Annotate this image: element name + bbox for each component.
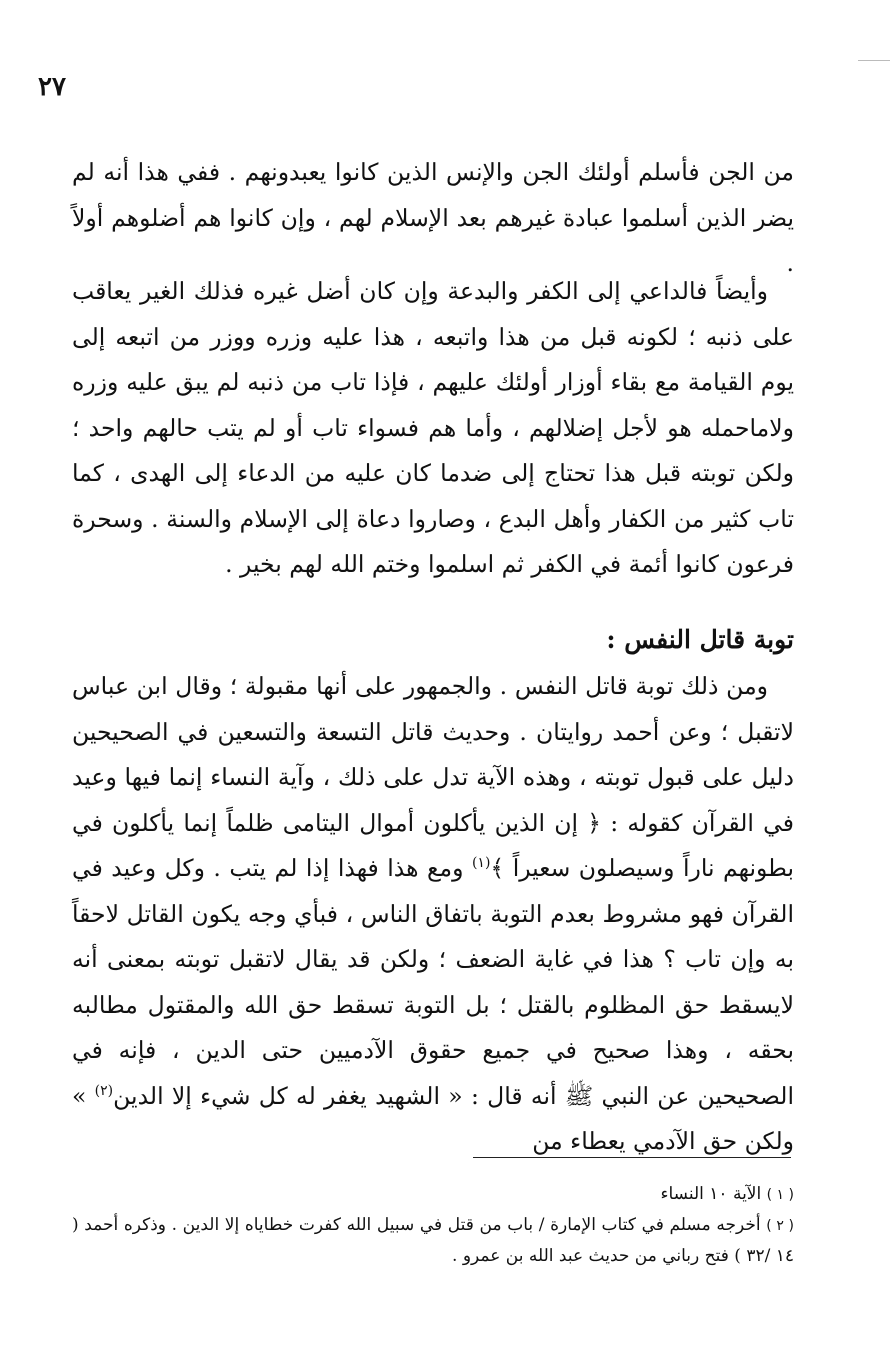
footnote-1-number: ( ١ ) bbox=[766, 1187, 794, 1203]
paragraph-1-text: من الجن فأسلم أولئك الجن والإنس الذين كانوا يعبدونهم . ففي هذا أنه لم يضر الذين أسلموا عبادة غيرهم بعد الإسلام لهم ، وإن كانوا هم أضلوهم أولاً . bbox=[72, 158, 794, 277]
paragraph-2 bbox=[72, 269, 794, 588]
footnote-ref-2: (٢) bbox=[94, 1082, 114, 1099]
quran-quote: إن الذين يأكلون أموال اليتامى ظلماً إنما يأكلون في بطونهم ناراً وسيصلون سعيراً bbox=[72, 808, 794, 882]
ayah-close-bracket: ﴾ bbox=[490, 854, 505, 882]
footnotes bbox=[72, 1179, 794, 1271]
footnote-2-text: أخرجه مسلم في كتاب الإمارة / باب من قتل في سبيل الله كفرت خطاياه إلا الدين . وذكره أحمد ( ١٤ /٣٢ ) فتح رباني من حديث عبد الله بن عمرو . bbox=[72, 1215, 794, 1266]
footnote-1 bbox=[72, 1179, 794, 1210]
paragraph-3-part-2: ومع هذا فهذا إذا لم يتب . وكل وعيد في القرآن فهو مشروط بعدم التوبة باتفاق الناس ، فبأي وجه يكون القاتل لاحقاً به وإن تاب ؟ هذا في غاية الضعف ؛ ولكن قد يقال لاتقبل توبته بمعنى أنه لايسقط حق المظلوم بالقتل ؛ بل التوبة تسقط حق الله والمقتول مطالبه بحقه ، وهذا صحيح في جميع حقوق الآدميين حتى الدين ، فإنه في الصحيحين عن النبي ﷺ أنه قال : « الشهيد يغفر له كل شيء إلا الدين bbox=[72, 854, 794, 1110]
scan-edge-mark bbox=[858, 60, 890, 61]
paragraph-2-text: وأيضاً فالداعي إلى الكفر والبدعة وإن كان أضل غيره فذلك الغير يعاقب على ذنبه ؛ لكونه قبل من هذا واتبعه ، هذا عليه وزره ووزر من اتبعه إلى يوم القيامة مع بقاء أوزار أولئك عليهم ، فإذا تاب من ذنبه لم يبق عليه وزره ولاماحمله هو لأجل إضلالهم ، وأما هم فسواء تاب أو لم يتب حالهم واحد ؛ ولكن توبته قبل هذا تحتاج إلى ضدما كان عليه من الدعاء إلى الهدى ، كما تاب كثير من الكفار وأهل البدع ، وصاروا دعاة إلى الإسلام والسنة . وسحرة فرعون كانوا أئمة في الكفر ثم اسلموا وختم الله لهم بخير . bbox=[72, 277, 794, 578]
footnote-2-number: ( ٢ ) bbox=[766, 1218, 794, 1234]
footnote-divider bbox=[473, 1157, 791, 1158]
paragraph-3-part-3: » ولكن حق الآدمي يعطاء من bbox=[72, 1081, 794, 1155]
ayah-open-bracket: ﴿ bbox=[587, 808, 602, 837]
section-heading: توبة قاتل النفس : bbox=[606, 625, 794, 654]
paragraph-3-part-1: ومن ذلك توبة قاتل النفس . والجمهور على أنها مقبولة ؛ وقال ابن عباس لاتقبل ؛ وعن أحمد روايتان . وحديث قاتل التسعة والتسعين في الصحيحين دليل على قبول توبته ، وهذه الآية تدل على ذلك ، وآية النساء إنما فيها وعيد في القرآن كقوله : bbox=[72, 672, 794, 837]
footnote-ref-1: (١) bbox=[471, 855, 491, 872]
page-number: ٢٧ bbox=[38, 72, 66, 102]
paragraph-1 bbox=[72, 150, 794, 287]
footnote-1-text: الآية ١٠ النساء bbox=[660, 1184, 767, 1204]
footnote-2 bbox=[72, 1210, 794, 1271]
paragraph-3 bbox=[72, 664, 794, 1165]
paragraph-3-text bbox=[72, 664, 794, 1165]
